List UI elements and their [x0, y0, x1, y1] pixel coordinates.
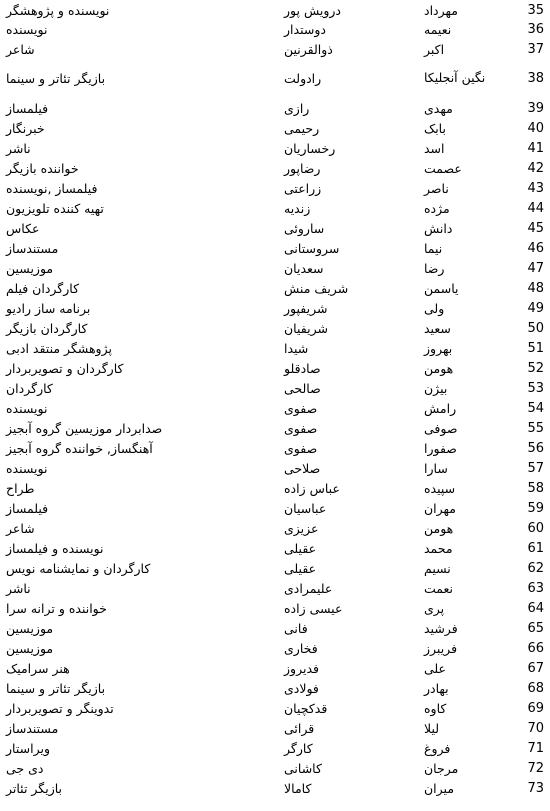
first-name: هومن: [424, 520, 454, 536]
row-number: 71: [527, 740, 544, 756]
profession: فیلمساز ,نویسنده: [6, 180, 98, 196]
row-number: 57: [527, 460, 544, 476]
first-name: فروغ: [424, 740, 451, 756]
first-name: نیما: [424, 240, 443, 256]
first-name: دانش: [424, 220, 453, 236]
row-number: 41: [527, 140, 544, 156]
profession: ناشر: [6, 140, 31, 156]
last-name: عیسی زاده: [284, 600, 343, 616]
last-name: صفوی: [284, 440, 318, 456]
profession: نویسنده و فیلمساز: [6, 540, 104, 556]
row-number: 58: [527, 480, 544, 496]
last-name: عقیلی: [284, 560, 317, 576]
last-name: صادقلو: [284, 360, 321, 376]
last-name: عزیزی: [284, 520, 319, 536]
first-name: فرشید: [424, 620, 458, 636]
row-number: 64: [527, 600, 544, 616]
profession: فیلمساز: [6, 500, 49, 516]
row-number: 47: [527, 260, 544, 276]
table-row: [0, 258, 550, 278]
table-row: [0, 758, 550, 778]
row-number: 69: [527, 700, 544, 716]
table-row: [0, 538, 550, 558]
table-row: [0, 278, 550, 298]
table-row: [0, 578, 550, 598]
table-row: [0, 158, 550, 178]
row-number: 60: [527, 520, 544, 536]
table-row: [0, 218, 550, 238]
row-number: 68: [527, 680, 544, 696]
profession: کارگردان بازیگر: [6, 320, 88, 336]
profession: خواننده بازیگر: [6, 160, 79, 176]
profession: آهنگساز, خواننده گروه آبجیز: [6, 440, 153, 456]
last-name: زندیه: [284, 200, 311, 216]
row-number: 49: [527, 300, 544, 316]
first-name: علی: [424, 660, 447, 676]
row-number: 53: [527, 380, 544, 396]
table-row: [0, 338, 550, 358]
last-name: قدکچیان: [284, 700, 328, 716]
last-name: رادولت: [284, 70, 322, 86]
row-number: 40: [527, 120, 544, 136]
table-row: [0, 658, 550, 678]
profession: شاعر: [6, 520, 35, 536]
profession: نویسنده: [6, 21, 48, 37]
first-name: میران: [424, 780, 455, 796]
table-row: [0, 138, 550, 158]
first-name: عصمت: [424, 160, 462, 176]
profession: موزیسین: [6, 620, 54, 636]
first-name: پری: [424, 600, 445, 616]
profession: بازیگر تئاتر و سینما: [6, 680, 106, 696]
profession: خبرنگار: [6, 120, 45, 136]
profession: نویسنده: [6, 400, 48, 416]
table-row: [0, 738, 550, 758]
first-name: مهران: [424, 500, 457, 516]
row-number: 51: [527, 340, 544, 356]
first-name: بابک: [424, 120, 446, 136]
profession: کارگردان و تصویربردار: [6, 360, 124, 376]
table-row: [0, 98, 550, 118]
row-number: 65: [527, 620, 544, 636]
table-row: [0, 298, 550, 318]
last-name: عقیلی: [284, 540, 317, 556]
table-row: [0, 318, 550, 338]
row-number: 52: [527, 360, 544, 376]
first-name: سپیده: [424, 480, 456, 496]
first-name: اسد: [424, 140, 445, 156]
row-number: 44: [527, 200, 544, 216]
table-row: [0, 558, 550, 578]
table-row: [0, 478, 550, 498]
row-number: 66: [527, 640, 544, 656]
profession: فیلمساز: [6, 100, 49, 116]
last-name: دوستدار: [284, 21, 326, 37]
first-name: بهروز: [424, 340, 453, 356]
profession: هنر سرامیک: [6, 660, 70, 676]
row-number: 59: [527, 500, 544, 516]
first-name: نعیمه: [424, 21, 452, 37]
first-name: کاوه: [424, 700, 447, 716]
last-name: فانی: [284, 620, 308, 636]
row-number: 35: [527, 2, 544, 18]
table-row: [0, 118, 550, 138]
profession: کارگردان: [6, 380, 53, 396]
last-name: ذوالقرنین: [284, 41, 333, 57]
last-name: شریفپور: [284, 300, 328, 316]
last-name: سعدیان: [284, 260, 324, 276]
last-name: علیمرادی: [284, 580, 333, 596]
table-row: [0, 518, 550, 538]
first-name: مهرداد: [424, 2, 458, 18]
profession: شاعر: [6, 41, 35, 57]
profession: تهیه کننده تلویزیون: [6, 200, 104, 216]
last-name: عباسیان: [284, 500, 327, 516]
first-name: ولی: [424, 300, 445, 316]
row-number: 55: [527, 420, 544, 436]
profession: موزیسین: [6, 640, 54, 656]
last-name: رازی: [284, 100, 310, 116]
table-row: [0, 778, 550, 798]
profession: کارگردان فیلم: [6, 280, 80, 296]
table-row: [0, 678, 550, 698]
row-number: 37: [527, 41, 544, 57]
row-number: 45: [527, 220, 544, 236]
table-row: [0, 638, 550, 658]
first-name: مهدی: [424, 100, 453, 116]
table-row: [0, 238, 550, 258]
table-row: [0, 378, 550, 398]
last-name: ساروئی: [284, 220, 325, 236]
profession: خواننده و ترانه سرا: [6, 600, 107, 616]
first-name: صفورا: [424, 440, 457, 456]
first-name: فریبرز: [424, 640, 458, 656]
first-name: مرجان: [424, 760, 459, 776]
last-name: صفوی: [284, 400, 318, 416]
row-number: 48: [527, 280, 544, 296]
table-row: [0, 438, 550, 458]
profession: پژوهشگر منتقد ادبی: [6, 340, 112, 356]
first-name: یاسمن: [424, 280, 459, 296]
table-row: [0, 618, 550, 638]
table-row: [0, 0, 550, 20]
last-name: صفوی: [284, 420, 318, 436]
first-name: بهادر: [424, 680, 449, 696]
row-number: 54: [527, 400, 544, 416]
first-name: صوفی: [424, 420, 458, 436]
row-number: 61: [527, 540, 544, 556]
last-name: درویش پور: [284, 2, 342, 18]
profession: دی جی: [6, 760, 44, 776]
profession: بازیگر تئاتر: [6, 780, 63, 796]
last-name: صلاحی: [284, 460, 321, 476]
first-name: سارا: [424, 460, 448, 476]
last-name: رضاپور: [284, 160, 321, 176]
last-name: قرائی: [284, 720, 315, 736]
profession: مستندساز: [6, 240, 59, 256]
last-name: فخاری: [284, 640, 318, 656]
table-row: [0, 398, 550, 418]
last-name: صالحی: [284, 380, 321, 396]
last-name: فولادی: [284, 680, 319, 696]
table-row: [0, 418, 550, 438]
first-name: رامش: [424, 400, 457, 416]
last-name: عباس زاده: [284, 480, 340, 496]
profession: نویسنده و پژوهشگر: [6, 2, 110, 18]
profession: ناشر: [6, 580, 31, 596]
first-name: سعید: [424, 320, 451, 336]
first-name: ناصر: [424, 180, 449, 196]
last-name: رحیمی: [284, 120, 320, 136]
first-name: بیژن: [424, 380, 448, 396]
last-name: زراعتی: [284, 180, 322, 196]
profession: مستندساز: [6, 720, 59, 736]
profession: نویسنده: [6, 460, 48, 476]
row-number: 63: [527, 580, 544, 596]
table-row: [0, 39, 550, 59]
last-name: کاشانی: [284, 760, 322, 776]
profession: تدوینگر و تصویربردار: [6, 700, 114, 716]
profession: طراح: [6, 480, 35, 496]
last-name: شیدا: [284, 340, 309, 356]
row-number: 50: [527, 320, 544, 336]
row-number: 62: [527, 560, 544, 576]
table-row: [0, 178, 550, 198]
row-number: 73: [527, 780, 544, 796]
last-name: کارگر: [284, 740, 313, 756]
first-name: نعمت: [424, 580, 454, 596]
first-name: مژده: [424, 200, 450, 216]
row-number: 72: [527, 760, 544, 776]
table-row: [0, 498, 550, 518]
first-name: رضا: [424, 260, 445, 276]
table-row: [0, 58, 550, 98]
table-row: [0, 458, 550, 478]
table-row: [0, 358, 550, 378]
last-name: شریفیان: [284, 320, 328, 336]
first-name: محمد: [424, 540, 453, 556]
table-row: [0, 198, 550, 218]
row-number: 36: [527, 21, 544, 37]
profession: کارگردان و نمایشنامه نویس: [6, 560, 151, 576]
row-number: 42: [527, 160, 544, 176]
row-number: 56: [527, 440, 544, 456]
last-name: فدیروز: [284, 660, 319, 676]
profession: موزیسین: [6, 260, 54, 276]
table-row: [0, 718, 550, 738]
first-name: نگین آنجلیکا: [424, 70, 486, 85]
row-number: 43: [527, 180, 544, 196]
row-number: 39: [527, 100, 544, 116]
profession: برنامه ساز رادیو: [6, 300, 91, 316]
first-name: اکبر: [424, 41, 445, 57]
profession: ویراستار: [6, 740, 50, 756]
last-name: رخساریان: [284, 140, 336, 156]
last-name: کامالا: [284, 780, 312, 796]
first-name: نسیم: [424, 560, 451, 576]
row-number: 70: [527, 720, 544, 736]
first-name: لیلا: [424, 720, 440, 736]
first-name: هومن: [424, 360, 454, 376]
row-number: 67: [527, 660, 544, 676]
row-number: 46: [527, 240, 544, 256]
last-name: سروستانی: [284, 240, 340, 256]
table-row: [0, 698, 550, 718]
profession: عکاس: [6, 220, 40, 236]
table-row: [0, 19, 550, 39]
table-row: [0, 598, 550, 618]
last-name: شریف منش: [284, 280, 349, 296]
row-number: 38: [527, 70, 544, 86]
profession: بازیگر تئاتر و سینما: [6, 70, 106, 86]
profession: صدابردار موزیسین گروه آبجیز: [6, 420, 163, 436]
